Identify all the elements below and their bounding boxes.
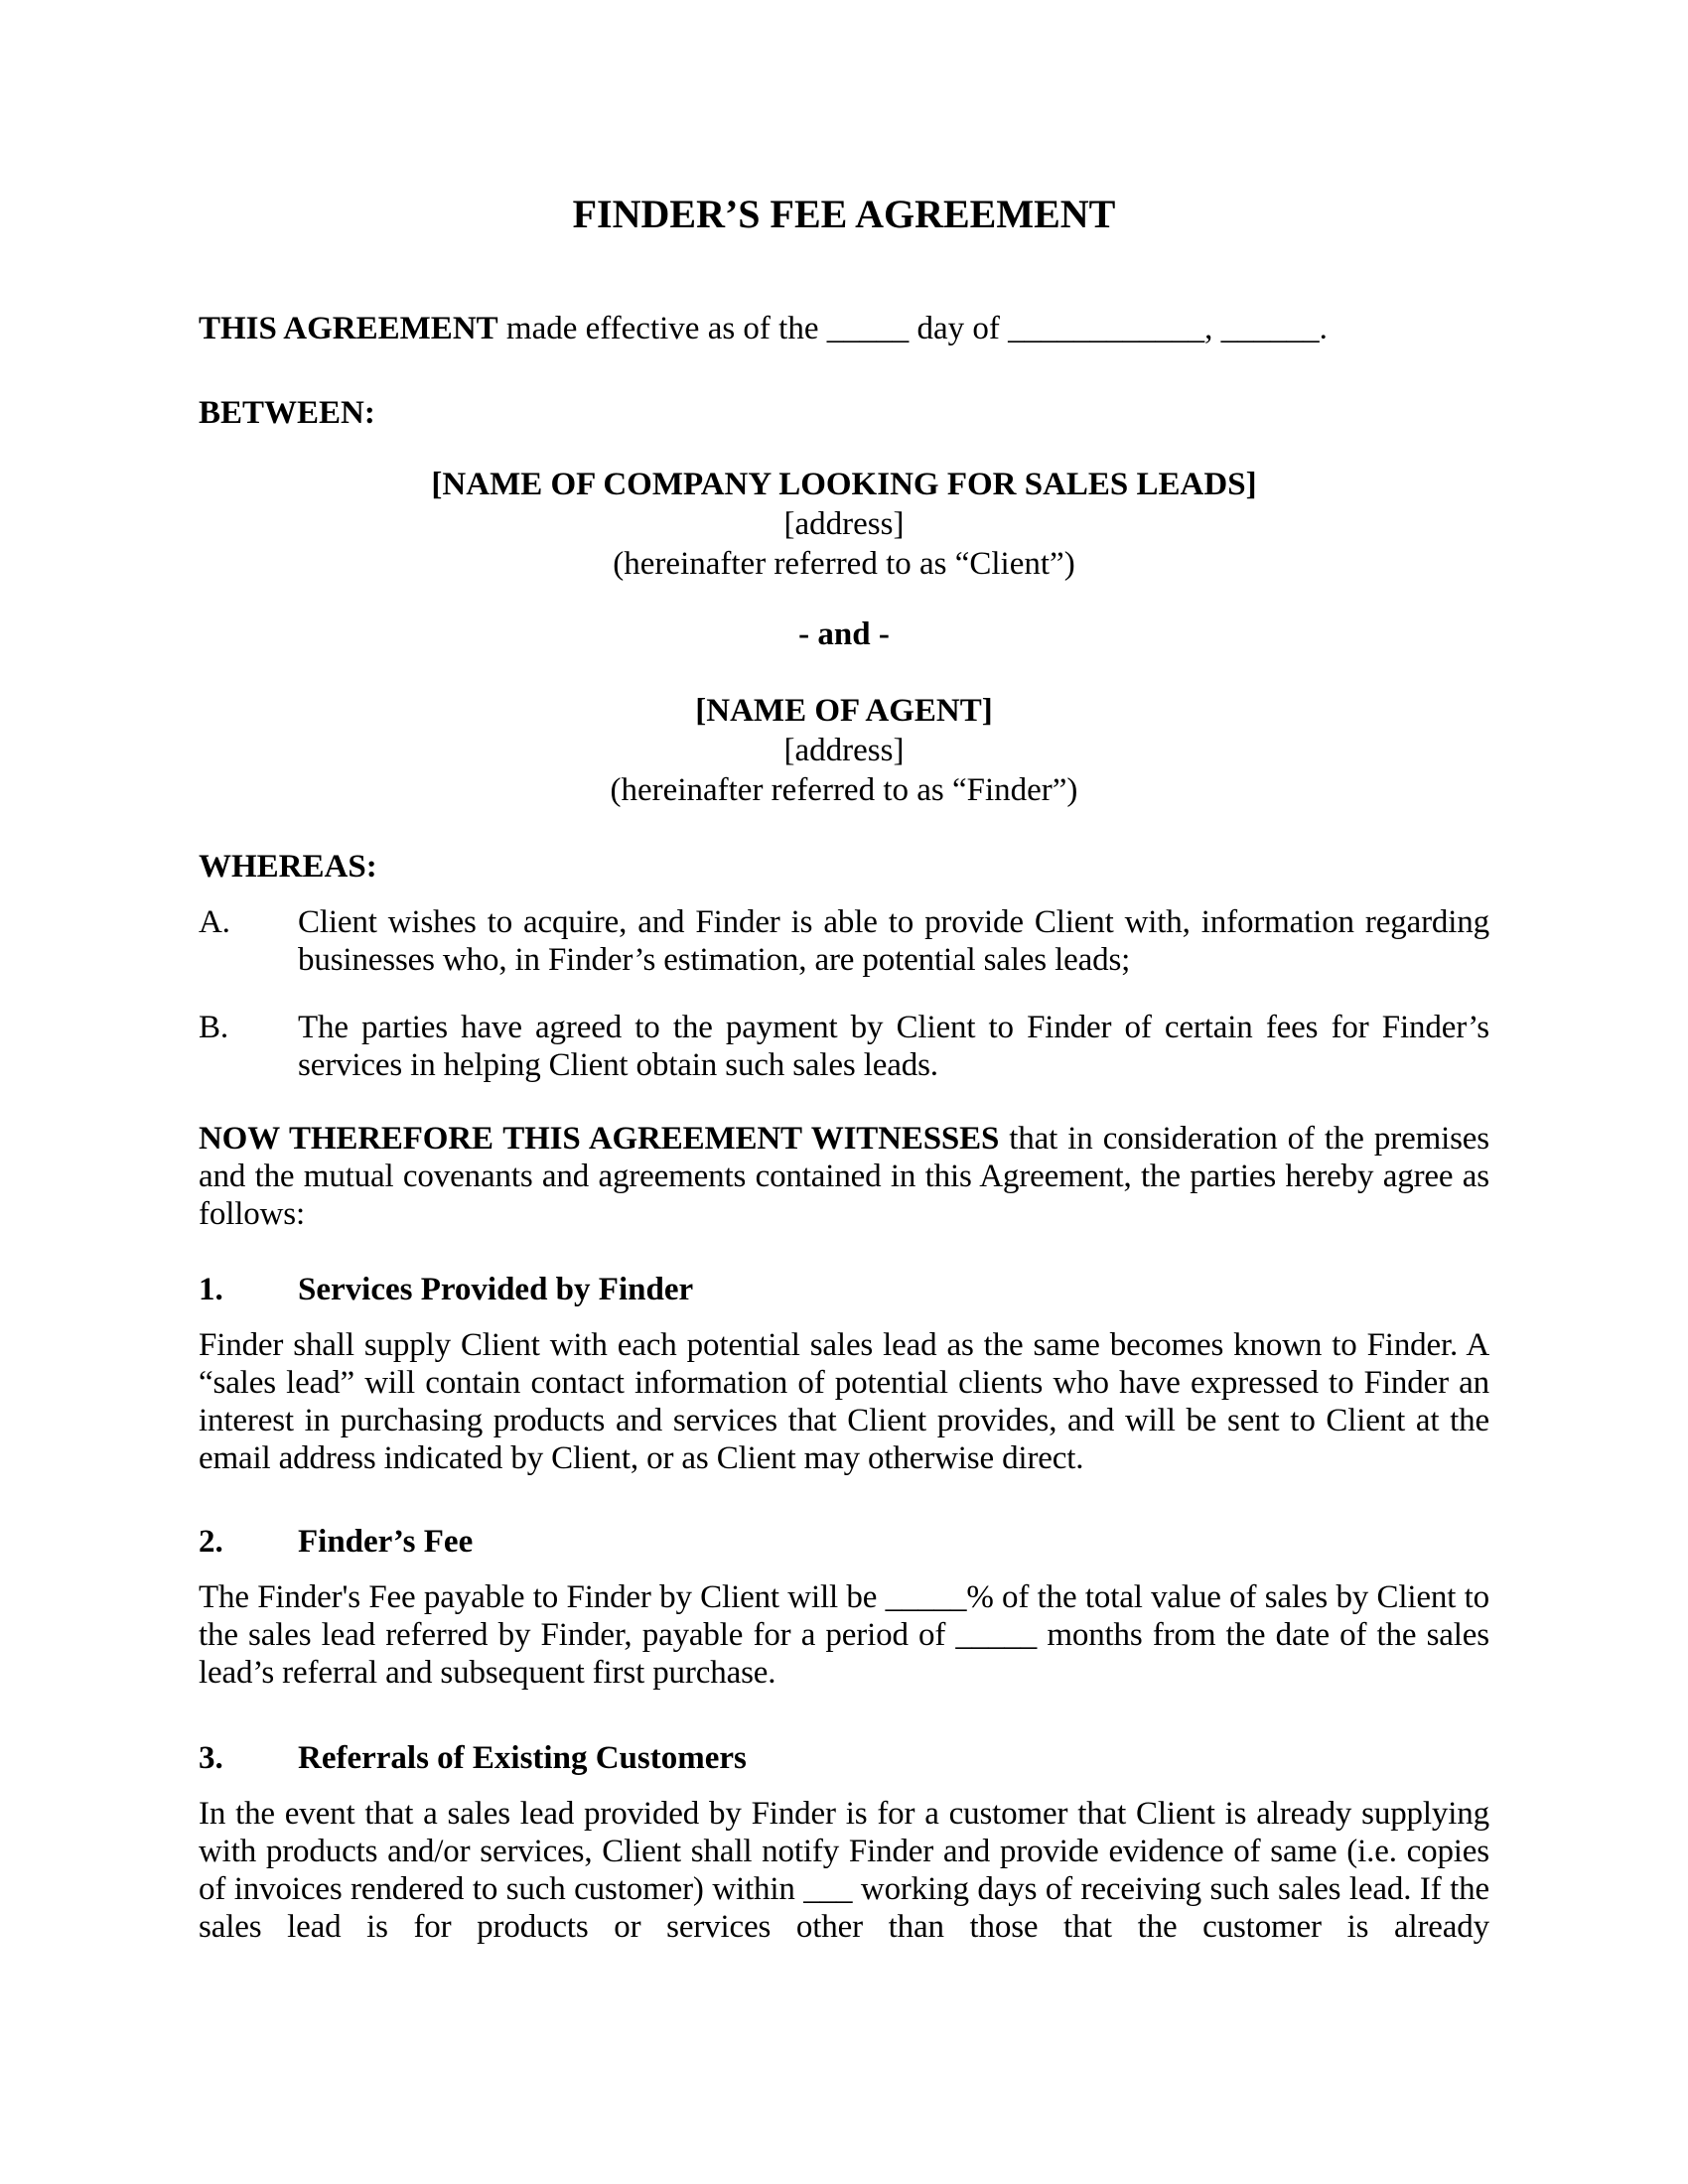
section-3-number: 3. [199, 1740, 223, 1776]
document-title: FINDER’S FEE AGREEMENT [572, 192, 1116, 236]
recital-b [199, 1009, 1489, 1084]
section-3-body: In the event that a sales lead provided by Finder is for a customer that Client is already supplying with products and/or services, Client shall notify Finder and provide evidence of same (i.e. copies of invoices rendered to such customer) within ___ working days of receiving such sales lead. If the sales lead is for products or services other than those that the customer is already [199, 1796, 1489, 1945]
recital-a [199, 903, 1489, 979]
and-separator: - and - [798, 616, 890, 652]
opening-clause-bold-lead: THIS AGREEMENT [199, 311, 498, 346]
section-1-body: Finder shall supply Client with each potential sales lead as the same becomes known to Finder. A “sales lead” will contain contact information of potential clients who have expressed to Finder an interest in purchasing products and services that Client provides, and will be sent to Client at the email address indicated by Client, or as Client may otherwise direct. [199, 1327, 1489, 1476]
whereas-label: WHEREAS: [199, 849, 377, 885]
section-1-heading [199, 1271, 1489, 1308]
party-client-address: [address] [783, 506, 905, 542]
recital-b-text: The parties have agreed to the payment by Client to Finder of certain fees for Finder’s services in helping Client obtain such sales leads. [298, 1010, 1489, 1083]
opening-clause-text: made effective as of the _____ day of ____________, ______. [497, 311, 1328, 346]
section-1-number: 1. [199, 1272, 223, 1307]
now-therefore-clause [199, 1120, 1489, 1233]
now-therefore-text: that in consideration of the premises and the mutual covenants and agreements contained in this Agreement, the parties hereby agree as follows: [199, 1121, 1489, 1232]
section-1-title: Services Provided by Finder [298, 1272, 694, 1307]
section-2-body: The Finder's Fee payable to Finder by Client will be _____% of the total value of sales by Client to the sales lead referred by Finder, payable for a period of _____ months from the date of the sales lead’s referral and subsequent first purchase. [199, 1579, 1489, 1691]
party-finder-hereinafter: (hereinafter referred to as “Finder”) [610, 772, 1078, 808]
party-finder-address: [address] [783, 733, 905, 768]
party-block-client [199, 465, 1489, 584]
opening-clause [199, 310, 1489, 347]
recital-a-text: Client wishes to acquire, and Finder is able to provide Client with, information regarding businesses who, in Finder’s estimation, are potential sales leads; [298, 904, 1489, 978]
party-finder-name: [NAME OF AGENT] [695, 693, 993, 729]
section-2-heading [199, 1523, 1489, 1561]
between-label: BETWEEN: [199, 395, 375, 431]
party-client-name: [NAME OF COMPANY LOOKING FOR SALES LEADS] [431, 467, 1257, 502]
party-block-finder [199, 691, 1489, 810]
party-client-hereinafter: (hereinafter referred to as “Client”) [613, 546, 1075, 582]
section-3-title: Referrals of Existing Customers [298, 1740, 747, 1776]
recital-b-label: B. [199, 1010, 228, 1045]
section-2-title: Finder’s Fee [298, 1524, 474, 1560]
section-3-heading [199, 1739, 1489, 1777]
section-2-number: 2. [199, 1524, 223, 1560]
now-therefore-bold-lead: NOW THEREFORE THIS AGREEMENT WITNESSES [199, 1121, 1000, 1157]
recital-a-label: A. [199, 904, 230, 940]
